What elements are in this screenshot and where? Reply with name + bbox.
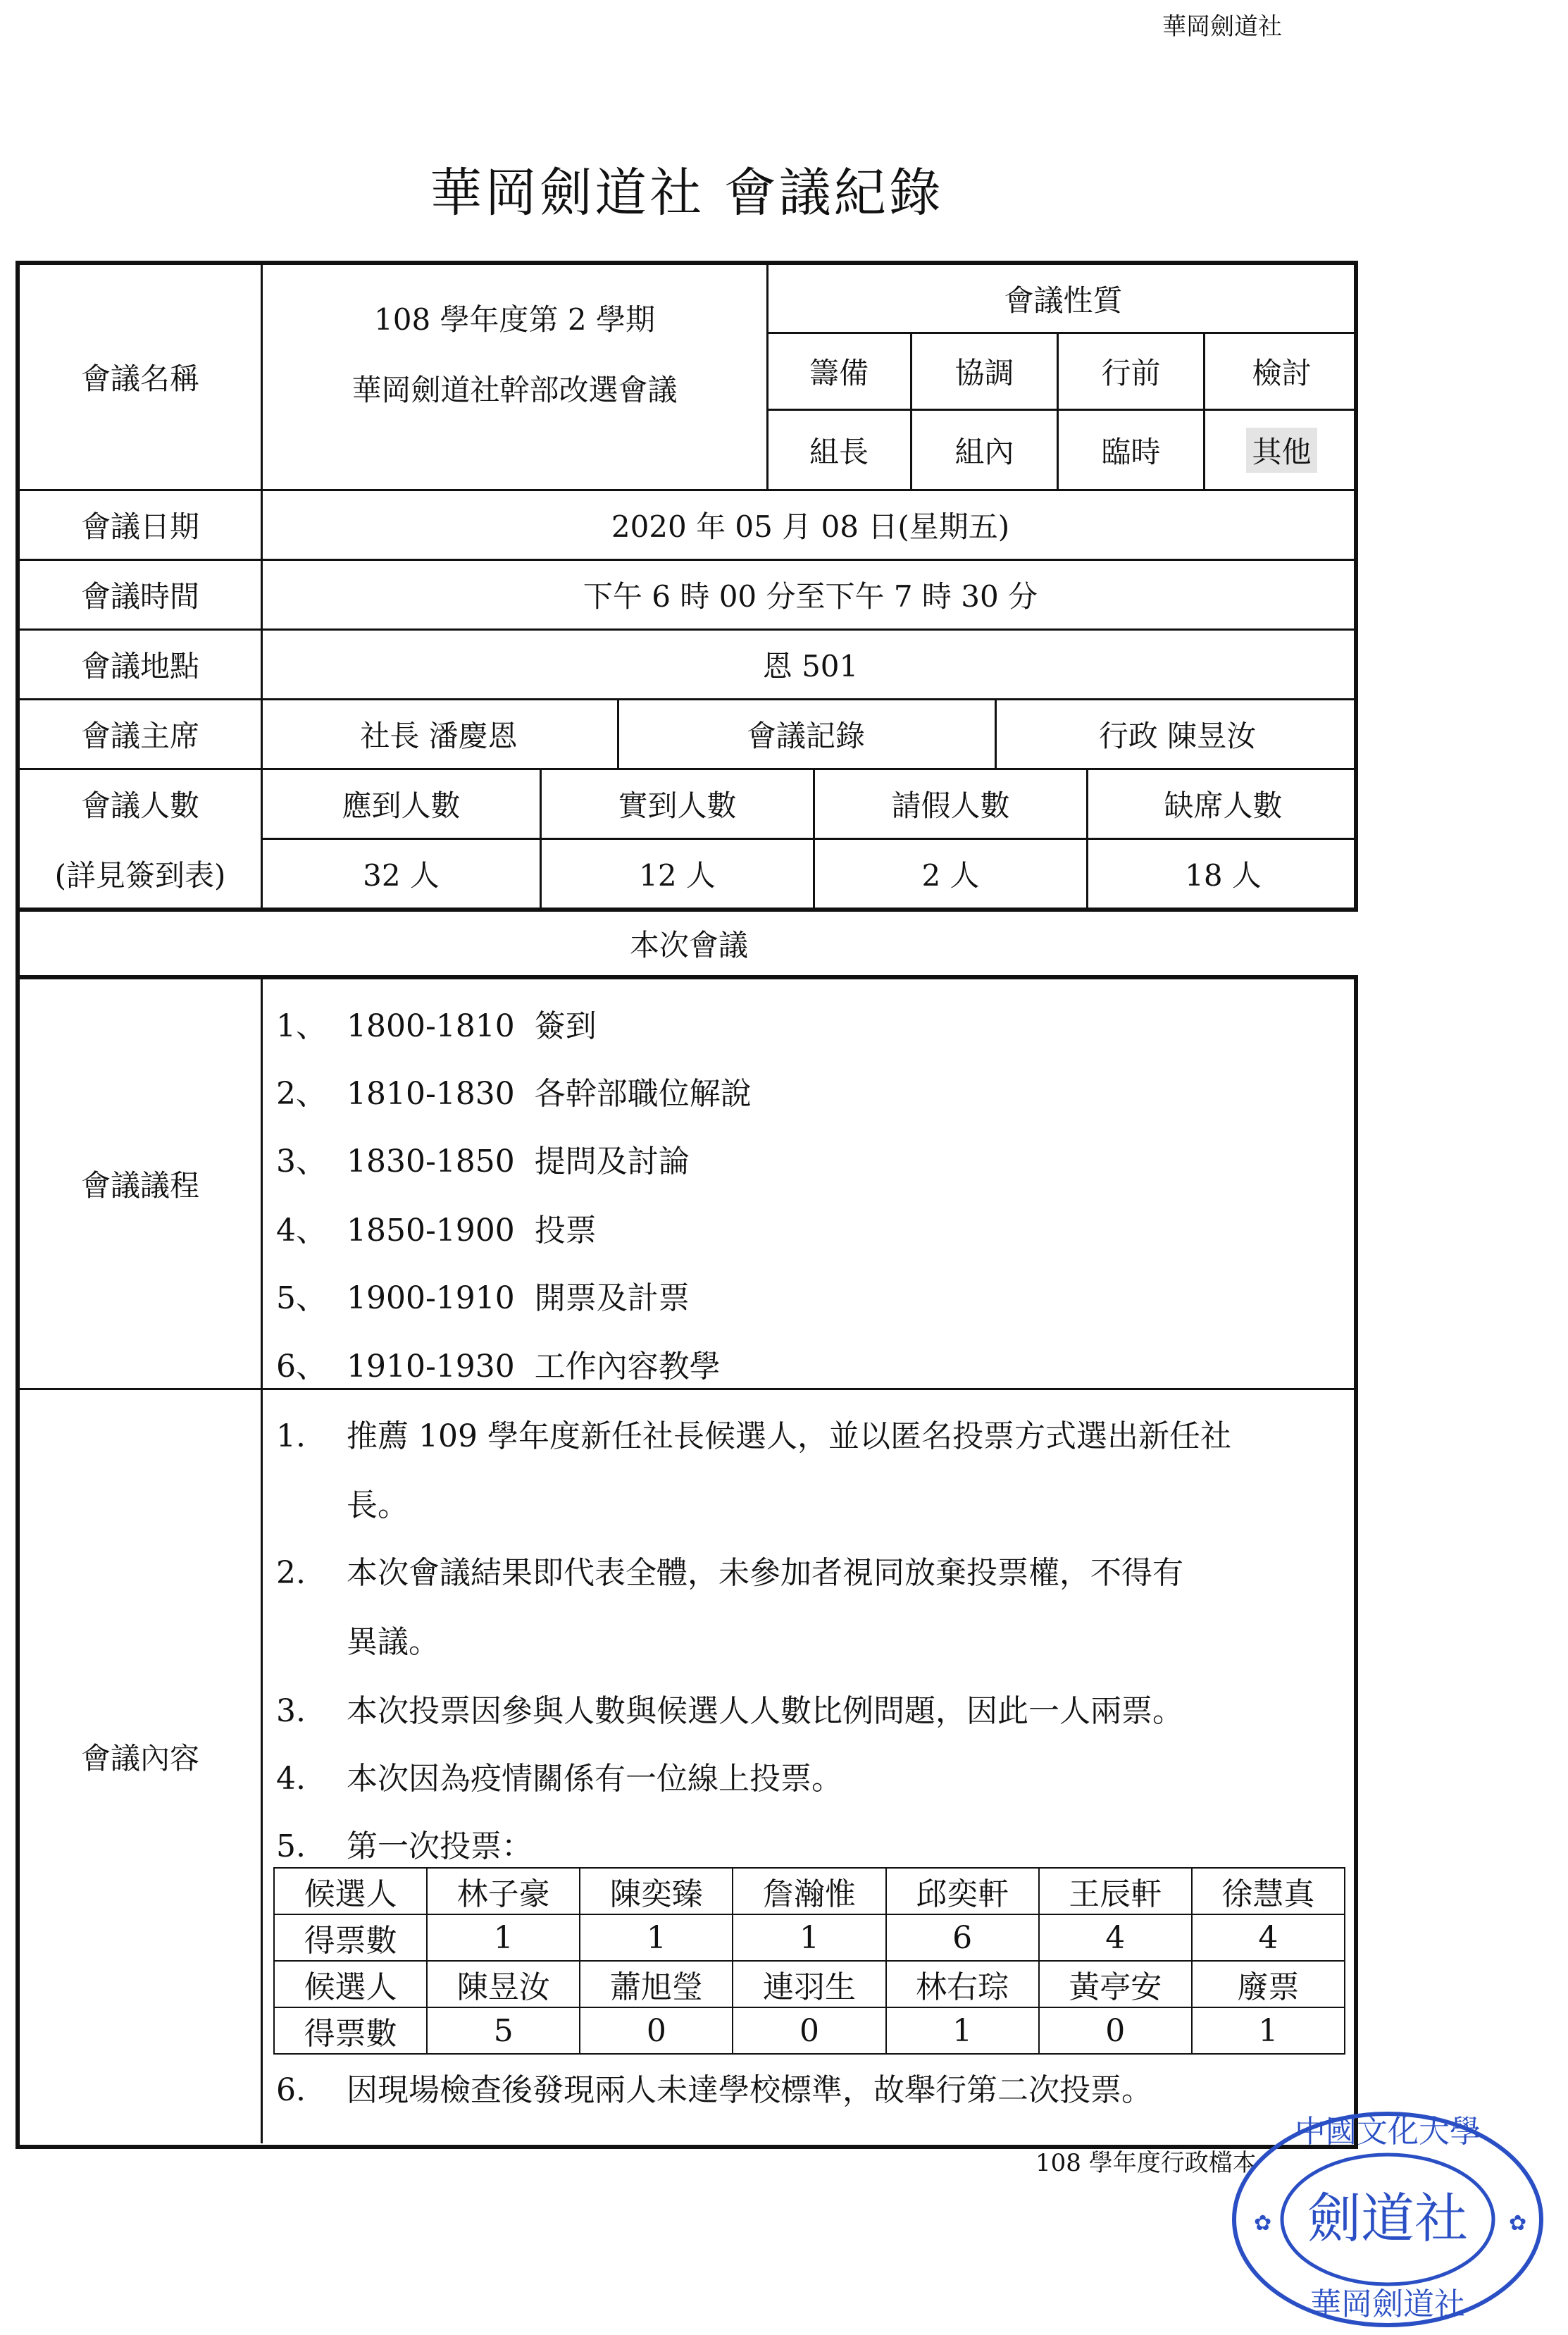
vote-row-counts — [274, 2007, 1345, 2054]
content-item-2-cont: 異議。 — [347, 1624, 440, 1660]
nature-option: 檢討 — [1252, 356, 1312, 390]
content-num: 1. — [276, 1418, 306, 1454]
row-label: 得票數 — [274, 2007, 427, 2054]
count-value: 2 人 — [921, 858, 980, 893]
form-frame — [15, 261, 1358, 2149]
vote-count: 4 — [1039, 1914, 1192, 1961]
candidate-name: 林右琮 — [886, 1961, 1039, 2007]
content-text: 本次會議結果即代表全體，未參加者視同放棄投票權，不得有 — [347, 1555, 1183, 1591]
vote-count: 0 — [733, 2007, 885, 2054]
seal-center-text: 劍道社 — [1307, 2187, 1468, 2250]
content-label: 會議內容 — [80, 1741, 199, 1776]
agenda-item: 1、 1800-1810 簽到 — [276, 1008, 597, 1044]
vote-row-candidates — [274, 1868, 1345, 1914]
vote-count: 0 — [1039, 2007, 1192, 2054]
content-item-6 — [276, 2064, 1152, 2110]
seal-graphic — [1226, 2100, 1557, 2332]
vote-count: 1 — [580, 1914, 733, 1961]
count-note: (詳見簽到表) — [54, 858, 226, 893]
time-value: 下午 6 時 00 分至下午 7 時 30 分 — [583, 579, 1038, 614]
vote-row-candidates — [274, 1961, 1345, 2007]
place-value: 恩 501 — [762, 649, 859, 683]
content-num: 3. — [276, 1693, 306, 1729]
seal-ring-text: 中國文化大學 — [1295, 2114, 1481, 2150]
vote-count: 6 — [886, 1914, 1039, 1961]
candidate-name: 詹瀚惟 — [733, 1868, 885, 1914]
content-num: 2. — [276, 1555, 306, 1591]
candidate-name: 廢票 — [1192, 1961, 1345, 2007]
candidate-name: 連羽生 — [733, 1961, 885, 2007]
content-text: 推薦 109 學年度新任社長候選人，並以匿名投票方式選出新任社 — [347, 1418, 1231, 1454]
candidate-name: 陳奕臻 — [580, 1868, 733, 1914]
nature-option: 協調 — [954, 356, 1014, 390]
row-label: 候選人 — [274, 1961, 427, 2007]
vote-row-counts — [274, 1914, 1345, 1961]
nature-option: 組長 — [809, 434, 869, 469]
content-item-2 — [276, 1547, 1183, 1592]
vote-count: 1 — [733, 1914, 885, 1961]
count-value: 32 人 — [363, 858, 440, 893]
agenda-label: 會議議程 — [80, 1168, 199, 1203]
chair-value: 社長 潘慶恩 — [360, 719, 518, 753]
candidate-name: 王辰軒 — [1039, 1868, 1192, 1914]
content-item-1 — [276, 1411, 1231, 1456]
nature-option: 組內 — [954, 434, 1014, 469]
content-num: 6. — [276, 2072, 306, 2108]
candidate-name: 邱奕軒 — [886, 1868, 1039, 1914]
time-label: 會議時間 — [80, 579, 199, 614]
nature-selected-highlight: 其他 — [1246, 428, 1317, 473]
place-label: 會議地點 — [80, 649, 199, 683]
row-label: 得票數 — [274, 1914, 427, 1961]
seal-bottom-text: 華岡劍道社 — [1310, 2286, 1465, 2322]
nature-option-selected — [1205, 411, 1358, 489]
row-label: 候選人 — [274, 1868, 427, 1914]
svg-text:✿: ✿ — [1509, 2211, 1527, 2236]
vote-count: 1 — [886, 2007, 1039, 2054]
candidate-name: 蕭旭瑩 — [580, 1961, 733, 2007]
content-item-5 — [276, 1821, 533, 1866]
content-text: 因現場檢查後發現兩人未達學校標準，故舉行第二次投票。 — [347, 2072, 1152, 2108]
content-num: 5. — [276, 1828, 306, 1864]
count-header: 應到人數 — [342, 788, 461, 823]
recorder-label: 會議記錄 — [746, 719, 865, 753]
agenda-item: 2、 1810-1830 各幹部職位解說 — [276, 1076, 752, 1112]
vote-table — [273, 1867, 1345, 2055]
nature-option: 行前 — [1101, 356, 1161, 390]
vote-count: 1 — [427, 1914, 580, 1961]
count-header: 請假人數 — [891, 788, 1010, 823]
content-text: 第一次投票： — [347, 1828, 533, 1864]
content-text: 本次因為疫情關係有一位線上投票。 — [347, 1761, 842, 1797]
meeting-name-label: 會議名稱 — [80, 361, 199, 396]
vote-count: 1 — [1192, 2007, 1345, 2054]
footer-text: 108 學年度行政檔本 — [1035, 2149, 1257, 2177]
content-num: 4. — [276, 1761, 306, 1797]
agenda-item: 3、 1830-1850 提問及討論 — [276, 1144, 690, 1179]
candidate-name: 林子豪 — [427, 1868, 580, 1914]
content-text: 本次投票因參與人數與候選人人數比例問題，因此一人兩票。 — [347, 1693, 1183, 1729]
count-value: 12 人 — [639, 858, 716, 893]
chair-label: 會議主席 — [80, 719, 199, 753]
candidate-name: 陳昱汝 — [427, 1961, 580, 2007]
header-org: 華岡劍道社 — [1162, 13, 1282, 41]
agenda-item: 5、 1900-1910 開票及計票 — [276, 1280, 690, 1316]
count-header: 缺席人數 — [1164, 788, 1283, 823]
nature-option: 臨時 — [1101, 434, 1161, 469]
date-label: 會議日期 — [80, 509, 199, 544]
agenda-item: 4、 1850-1900 投票 — [276, 1213, 597, 1249]
candidate-name: 徐慧真 — [1192, 1868, 1345, 1914]
nature-label: 會議性質 — [1004, 283, 1123, 318]
this-meeting-heading: 本次會議 — [20, 912, 1358, 975]
count-value: 18 人 — [1185, 858, 1262, 893]
svg-text:✿: ✿ — [1254, 2211, 1272, 2236]
document-title: 華岡劍道社 會議紀錄 — [430, 163, 944, 223]
club-seal — [1226, 2100, 1557, 2332]
content-item-1-cont: 長。 — [347, 1487, 409, 1523]
vote-count: 0 — [580, 2007, 733, 2054]
meeting-name-line2: 華岡劍道社幹部改選會議 — [351, 373, 678, 407]
meeting-name-line1: 108 學年度第 2 學期 — [374, 302, 655, 337]
date-value: 2020 年 05 月 08 日(星期五) — [611, 509, 1010, 544]
count-header: 實到人數 — [618, 788, 737, 823]
content-item-4 — [276, 1753, 842, 1798]
candidate-name: 黃亭安 — [1039, 1961, 1192, 2007]
recorder-value: 行政 陳昱汝 — [1098, 719, 1257, 753]
count-label: 會議人數 — [80, 788, 199, 823]
vote-count: 4 — [1192, 1914, 1345, 1961]
content-item-3 — [276, 1685, 1183, 1730]
agenda-item: 6、 1910-1930 工作內容教學 — [276, 1349, 721, 1385]
vote-count: 5 — [427, 2007, 580, 2054]
nature-option: 籌備 — [809, 356, 869, 390]
